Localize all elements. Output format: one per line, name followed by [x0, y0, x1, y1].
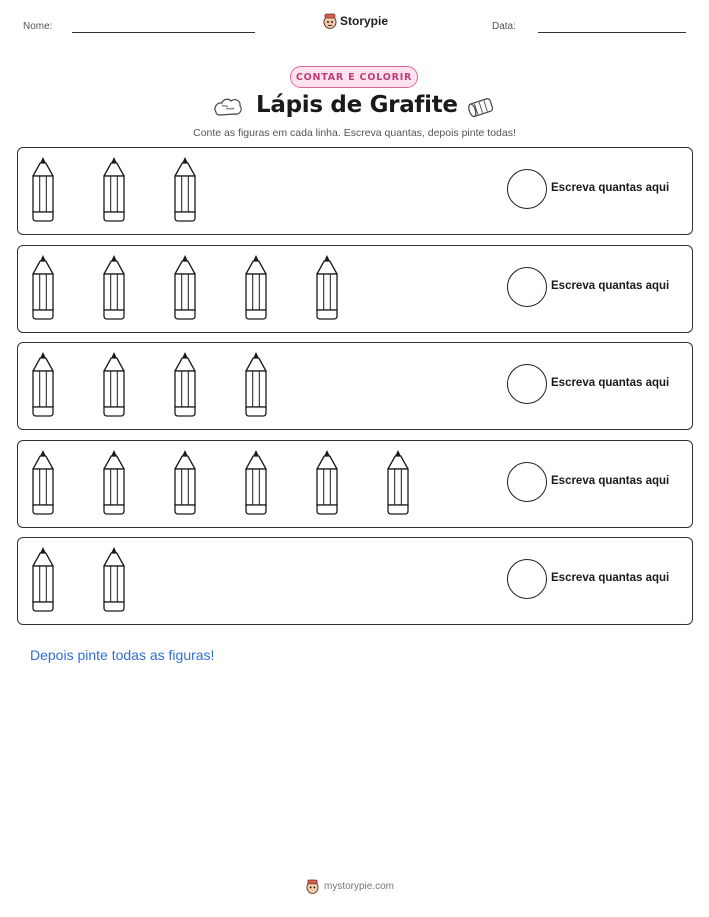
- title-row: [0, 92, 709, 124]
- date-line: [538, 32, 686, 33]
- footer-url: mystorypie.com: [324, 881, 395, 892]
- pencil-icon: [101, 449, 127, 515]
- instructions-text: Conte as figuras em cada linha. Escreva quantas, depois pinte todas!: [193, 127, 516, 139]
- pencil-icon: [172, 156, 198, 222]
- page-title: Lápis de Grafite: [256, 92, 458, 118]
- pencil-icon: [314, 449, 340, 515]
- activity-badge: CONTAR E COLORIR: [290, 66, 418, 88]
- pencil-icon: [101, 254, 127, 320]
- pencil-icon: [30, 156, 56, 222]
- pencil-icon: [172, 254, 198, 320]
- storypie-mascot-icon: [323, 13, 337, 29]
- pencil-icon: [30, 546, 56, 612]
- counting-row-1: [17, 147, 693, 235]
- answer-circle[interactable]: [507, 267, 547, 307]
- counting-row-2: [17, 245, 693, 333]
- counting-row-4: [17, 440, 693, 528]
- pencil-icon: [30, 449, 56, 515]
- eraser-icon: [212, 96, 244, 118]
- answer-label: Escreva quantas aqui: [551, 572, 670, 584]
- worksheet-header: [0, 0, 709, 45]
- counting-row-3: [17, 342, 693, 430]
- pencil-icon: [314, 254, 340, 320]
- name-line: [72, 32, 255, 33]
- storypie-mascot-icon: [306, 879, 319, 894]
- answer-circle[interactable]: [507, 364, 547, 404]
- answer-circle[interactable]: [507, 559, 547, 599]
- date-label: Data:: [492, 21, 516, 32]
- footer-note: Depois pinte todas as figuras!: [30, 647, 215, 663]
- brand-logo: [323, 13, 388, 29]
- answer-label: Escreva quantas aqui: [551, 475, 670, 487]
- counting-row-5: [17, 537, 693, 625]
- pencil-icon: [30, 351, 56, 417]
- answer-circle[interactable]: [507, 462, 547, 502]
- pencil-icon: [101, 351, 127, 417]
- pencil-shavings-icon: [464, 96, 498, 120]
- answer-label: Escreva quantas aqui: [551, 377, 670, 389]
- answer-label: Escreva quantas aqui: [551, 182, 670, 194]
- pencil-icon: [172, 351, 198, 417]
- pencil-icon: [243, 449, 269, 515]
- pencil-icon: [101, 156, 127, 222]
- name-label: Nome:: [23, 21, 53, 32]
- brand-name: Storypie: [340, 14, 389, 28]
- answer-label: Escreva quantas aqui: [551, 280, 670, 292]
- pencil-icon: [243, 351, 269, 417]
- pencil-icon: [385, 449, 411, 515]
- pencil-icon: [243, 254, 269, 320]
- pencil-icon: [101, 546, 127, 612]
- pencil-icon: [30, 254, 56, 320]
- answer-circle[interactable]: [507, 169, 547, 209]
- pencil-icon: [172, 449, 198, 515]
- footer: [306, 879, 394, 894]
